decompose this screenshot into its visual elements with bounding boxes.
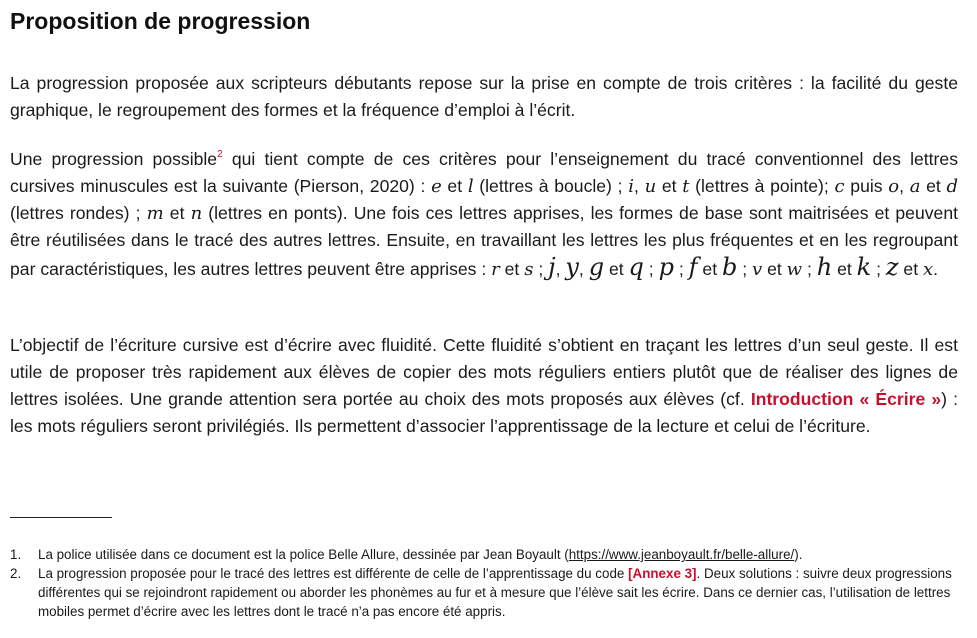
footnote-text: ). xyxy=(794,547,803,562)
text-run: et xyxy=(656,176,683,196)
cursive-letter-i: i xyxy=(628,176,634,197)
text-run: , xyxy=(578,259,589,279)
text-run: (lettres en ponts). Une fois ces lettres apprises, les formes de base sont maitrisées et peuvent être réutilisées dans le tracé des autres lettres. Ensuite, en travaillant les lettres les plus fréquentes et en les regroupant par caractéristiques, les autres lettres peuvent être apprises : xyxy=(10,203,958,279)
text-run: et xyxy=(604,259,629,279)
footnote-separator xyxy=(10,517,112,518)
cursive-letter-n: n xyxy=(190,203,203,224)
text-run: ; xyxy=(871,259,886,279)
text-run: et xyxy=(898,259,923,279)
cursive-letter-k: k xyxy=(856,253,872,281)
cursive-letter-u: u xyxy=(644,176,657,197)
paragraph-intro: La progression proposée aux scripteurs débutants repose sur la prise en compte de trois critères : la facilité du geste graphique, le regroupement des formes et la fréquence d’emploi à l’écrit. xyxy=(10,73,958,120)
cursive-letter-y: y xyxy=(565,253,579,281)
paragraph-progression xyxy=(10,146,958,283)
text-run: L’objectif de l’écriture cursive est d’écrire avec fluidité. Cette fluidité s’obtient en traçant les lettres d’un seul geste. Il est utile de proposer très rapidement aux élèves de copier des mots réguliers entiers plutôt que de réaliser des lignes de lettres isolées. Une grande attention sera portée au choix des mots proposés aux élèves (cf. xyxy=(10,335,958,409)
cursive-letter-x: x xyxy=(922,259,934,280)
cursive-letter-z: z xyxy=(885,253,899,281)
cursive-letter-j: j xyxy=(548,253,556,281)
cursive-letter-s: s xyxy=(524,259,534,280)
cursive-letter-f: f xyxy=(688,253,698,281)
cursive-letter-v: v xyxy=(752,259,763,280)
text-run: , xyxy=(633,176,645,196)
text-run: (lettres rondes) ; xyxy=(10,203,147,223)
footnote-number: 1. xyxy=(10,547,22,562)
text-run: ; xyxy=(533,259,549,279)
text-run: puis xyxy=(844,176,889,196)
footnote-ref-2[interactable]: 2 xyxy=(217,149,223,160)
text-run: qui tient compte de ces critères pour l’enseignement du tracé conventionnel des lettres cursives minuscules est la suivante (Pierson, 2020) : xyxy=(10,149,958,196)
text-run: ; xyxy=(643,259,659,279)
cursive-letter-l: l xyxy=(467,176,474,197)
text-run: ; xyxy=(802,259,817,279)
cursive-letter-h: h xyxy=(816,253,833,281)
footnote-text: . Deux solutions : suivre deux progressions différentes qui se rejoindront rapidement ou aborder les phonèmes au fur et à mesure que l’élève sait les écrire. Dans ce dernier cas, l’utilisation de lettres mobiles permet d’écrire avec les lettres dont le tracé n’a pas encore été appris. xyxy=(38,566,952,619)
text-run: (lettres à boucle) ; xyxy=(473,176,629,196)
annexe-3-link[interactable]: [Annexe 3] xyxy=(628,566,697,581)
text-run: et xyxy=(832,259,857,279)
cursive-letter-t: t xyxy=(682,176,690,197)
text-run: Une progression possible xyxy=(10,149,218,169)
text-run: et xyxy=(499,259,525,279)
cursive-letter-g: g xyxy=(588,253,605,281)
cursive-letter-m: m xyxy=(146,203,164,224)
text-run: ; xyxy=(673,259,689,279)
cursive-letter-b: b xyxy=(721,253,738,281)
cursive-letter-d: d xyxy=(946,176,959,197)
cursive-letter-o: o xyxy=(888,176,900,197)
footnote-2 xyxy=(10,564,958,621)
text-run: . xyxy=(933,259,939,279)
text-run: et xyxy=(441,176,468,196)
text-run: ; xyxy=(737,259,753,279)
page-title: Proposition de progression xyxy=(10,8,311,34)
cursive-letter-q: q xyxy=(628,253,644,281)
cursive-letter-e: e xyxy=(431,176,442,197)
text-run: et xyxy=(163,203,191,223)
text-run: (lettres à pointe); xyxy=(689,176,835,196)
footnote-text: La police utilisée dans ce document est la police Belle Allure, dessinée par Jean Boyault ( xyxy=(38,547,569,562)
text-run: , xyxy=(899,176,910,196)
cursive-letter-r: r xyxy=(491,259,500,280)
paragraph-objectif xyxy=(10,332,958,440)
text-run: ) : les mots réguliers seront privilégiés. Ils permettent d’associer l’apprentissage de la lecture et celui de l’écriture. xyxy=(10,389,959,436)
cursive-letter-p: p xyxy=(658,253,674,281)
text-run: et xyxy=(697,259,722,279)
footnotes xyxy=(10,545,958,621)
text-run: , xyxy=(555,259,566,279)
footnote-number: 2. xyxy=(10,566,22,581)
cursive-letter-w: w xyxy=(786,259,803,280)
cursive-letter-a: a xyxy=(909,176,921,197)
text-run: et xyxy=(920,176,947,196)
footnote-1 xyxy=(10,545,958,564)
text-run: et xyxy=(762,259,787,279)
footnote-text: La progression proposée pour le tracé des lettres est différente de celle de l’apprentissage du code xyxy=(38,566,629,581)
belle-allure-link[interactable]: https://www.jeanboyault.fr/belle-allure/ xyxy=(568,547,795,562)
cursive-letter-c: c xyxy=(834,176,845,197)
introduction-ecrire-link[interactable]: Introduction « Écrire » xyxy=(750,389,942,409)
